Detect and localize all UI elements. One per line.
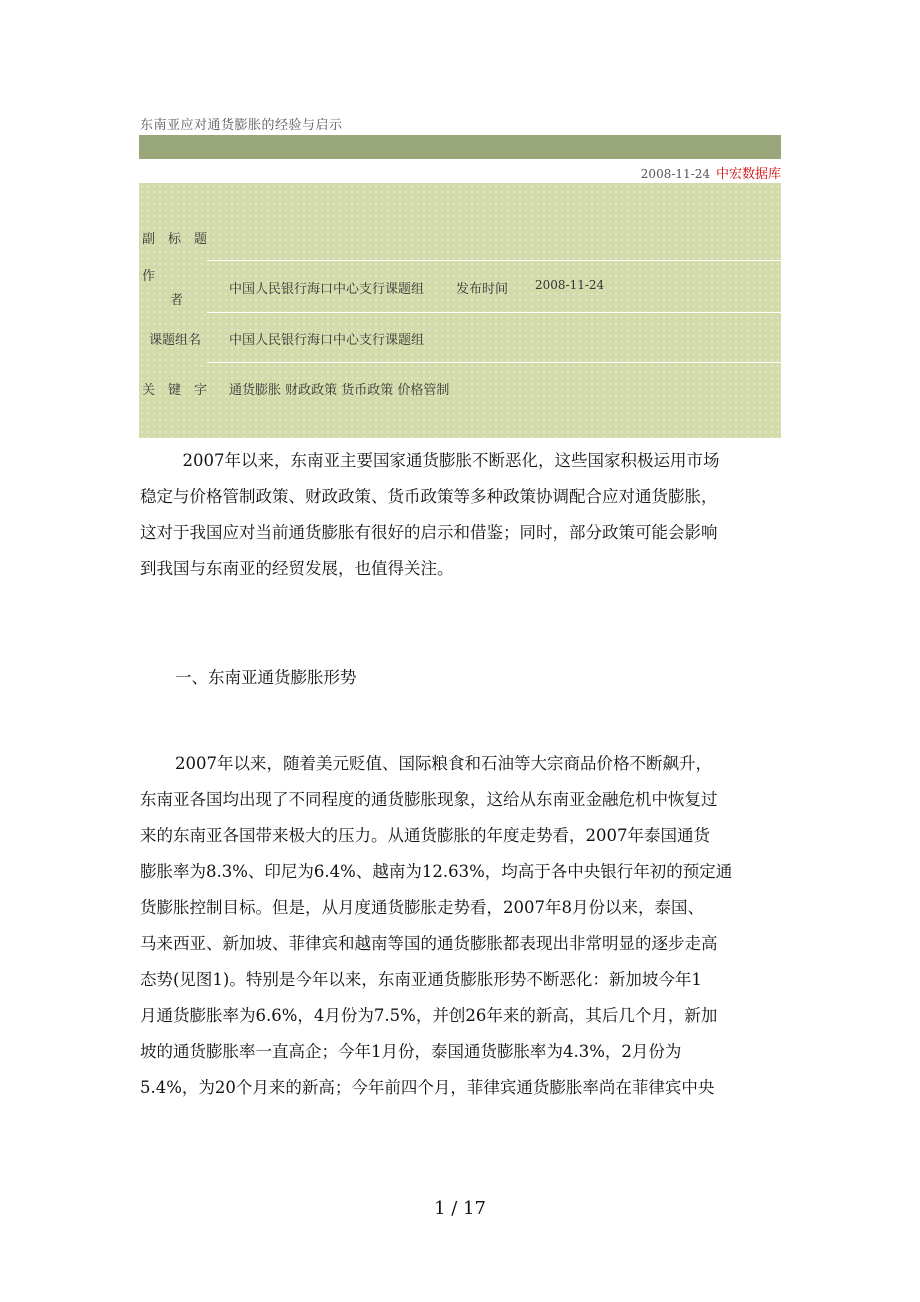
meta-line: [641, 163, 781, 182]
row-divider: [207, 260, 781, 261]
section-line: 来的东南亚各国带来极大的压力。从通货膨胀的年度走势看，2007年泰国通货: [140, 826, 710, 845]
publish-value: 2008-11-24: [535, 278, 605, 292]
keywords-label: 关 键 字: [142, 383, 208, 398]
author-value: 中国人民银行海口中心支行课题组: [229, 282, 425, 297]
section-heading: 一、东南亚通货膨胀形势: [175, 668, 357, 687]
keywords-value: 通货膨胀 财政政策 货币政策 价格管制: [229, 383, 450, 398]
group-label: 课题组名: [149, 333, 202, 348]
row-divider: [207, 362, 781, 363]
section-line: 月通货膨胀率为6.6%，4月份为7.5%，并创26年来的新高，其后几个月，新加: [140, 1006, 718, 1025]
author-label-bottom: 者: [170, 293, 184, 308]
section-line: 东南亚各国均出现了不同程度的通货膨胀现象，这给从东南亚金融危机中恢复过: [140, 790, 718, 809]
publish-date: 2008-11-24: [640, 167, 710, 181]
source-link[interactable]: 中宏数据库: [715, 167, 781, 182]
info-box: [139, 183, 781, 438]
section-line: 膨胀率为8.3%、印尼为6.4%、越南为12.63%，均高于各中央银行年初的预定通: [140, 862, 733, 881]
section-line: 货膨胀控制目标。但是，从月度通货膨胀走势看，2007年8月份以来，泰国、: [140, 898, 704, 917]
section-line: 2007年以来，随着美元贬值、国际粮食和石油等大宗商品价格不断飙升，: [175, 754, 712, 773]
section-paragraph: [140, 782, 782, 1106]
group-value: 中国人民银行海口中心支行课题组: [229, 333, 425, 348]
section-line: 坡的通货膨胀率一直高企；今年1月份，泰国通货膨胀率为4.3%，2月份为: [140, 1042, 682, 1061]
intro-line: 到我国与东南亚的经贸发展，也值得关注。: [140, 559, 454, 578]
section-line: 态势(见图1)。特别是今年以来，东南亚通货膨胀形势不断恶化：新加坡今年1: [140, 970, 702, 989]
row-divider: [207, 312, 781, 313]
author-label-top: 作: [142, 269, 156, 284]
section-line: 马来西亚、新加坡、菲律宾和越南等国的通货膨胀都表现出非常明显的逐步走高: [140, 934, 718, 953]
page-title: 东南亚应对通货膨胀的经验与启示: [140, 118, 343, 133]
section-line: 5.4%，为20个月来的新高；今年前四个月，菲律宾通货膨胀率尚在菲律宾中央: [140, 1078, 715, 1097]
page-number: 1 / 17: [434, 1198, 486, 1219]
intro-line: 2007年以来，东南亚主要国家通货膨胀不断恶化，这些国家积极运用市场: [166, 451, 720, 470]
intro-line: 这对于我国应对当前通货膨胀有很好的启示和借鉴；同时，部分政策可能会影响: [140, 523, 718, 542]
publish-label: 发布时间: [456, 282, 509, 297]
subtitle-label: 副 标 题: [142, 232, 208, 247]
section-paragraph-first: [175, 746, 782, 782]
intro-paragraph: [166, 443, 782, 479]
intro-paragraph-cont: [140, 479, 782, 587]
title-bar: [139, 135, 781, 159]
intro-line: 稳定与价格管制政策、财政政策、货币政策等多种政策协调配合应对通货膨胀，: [140, 487, 718, 506]
